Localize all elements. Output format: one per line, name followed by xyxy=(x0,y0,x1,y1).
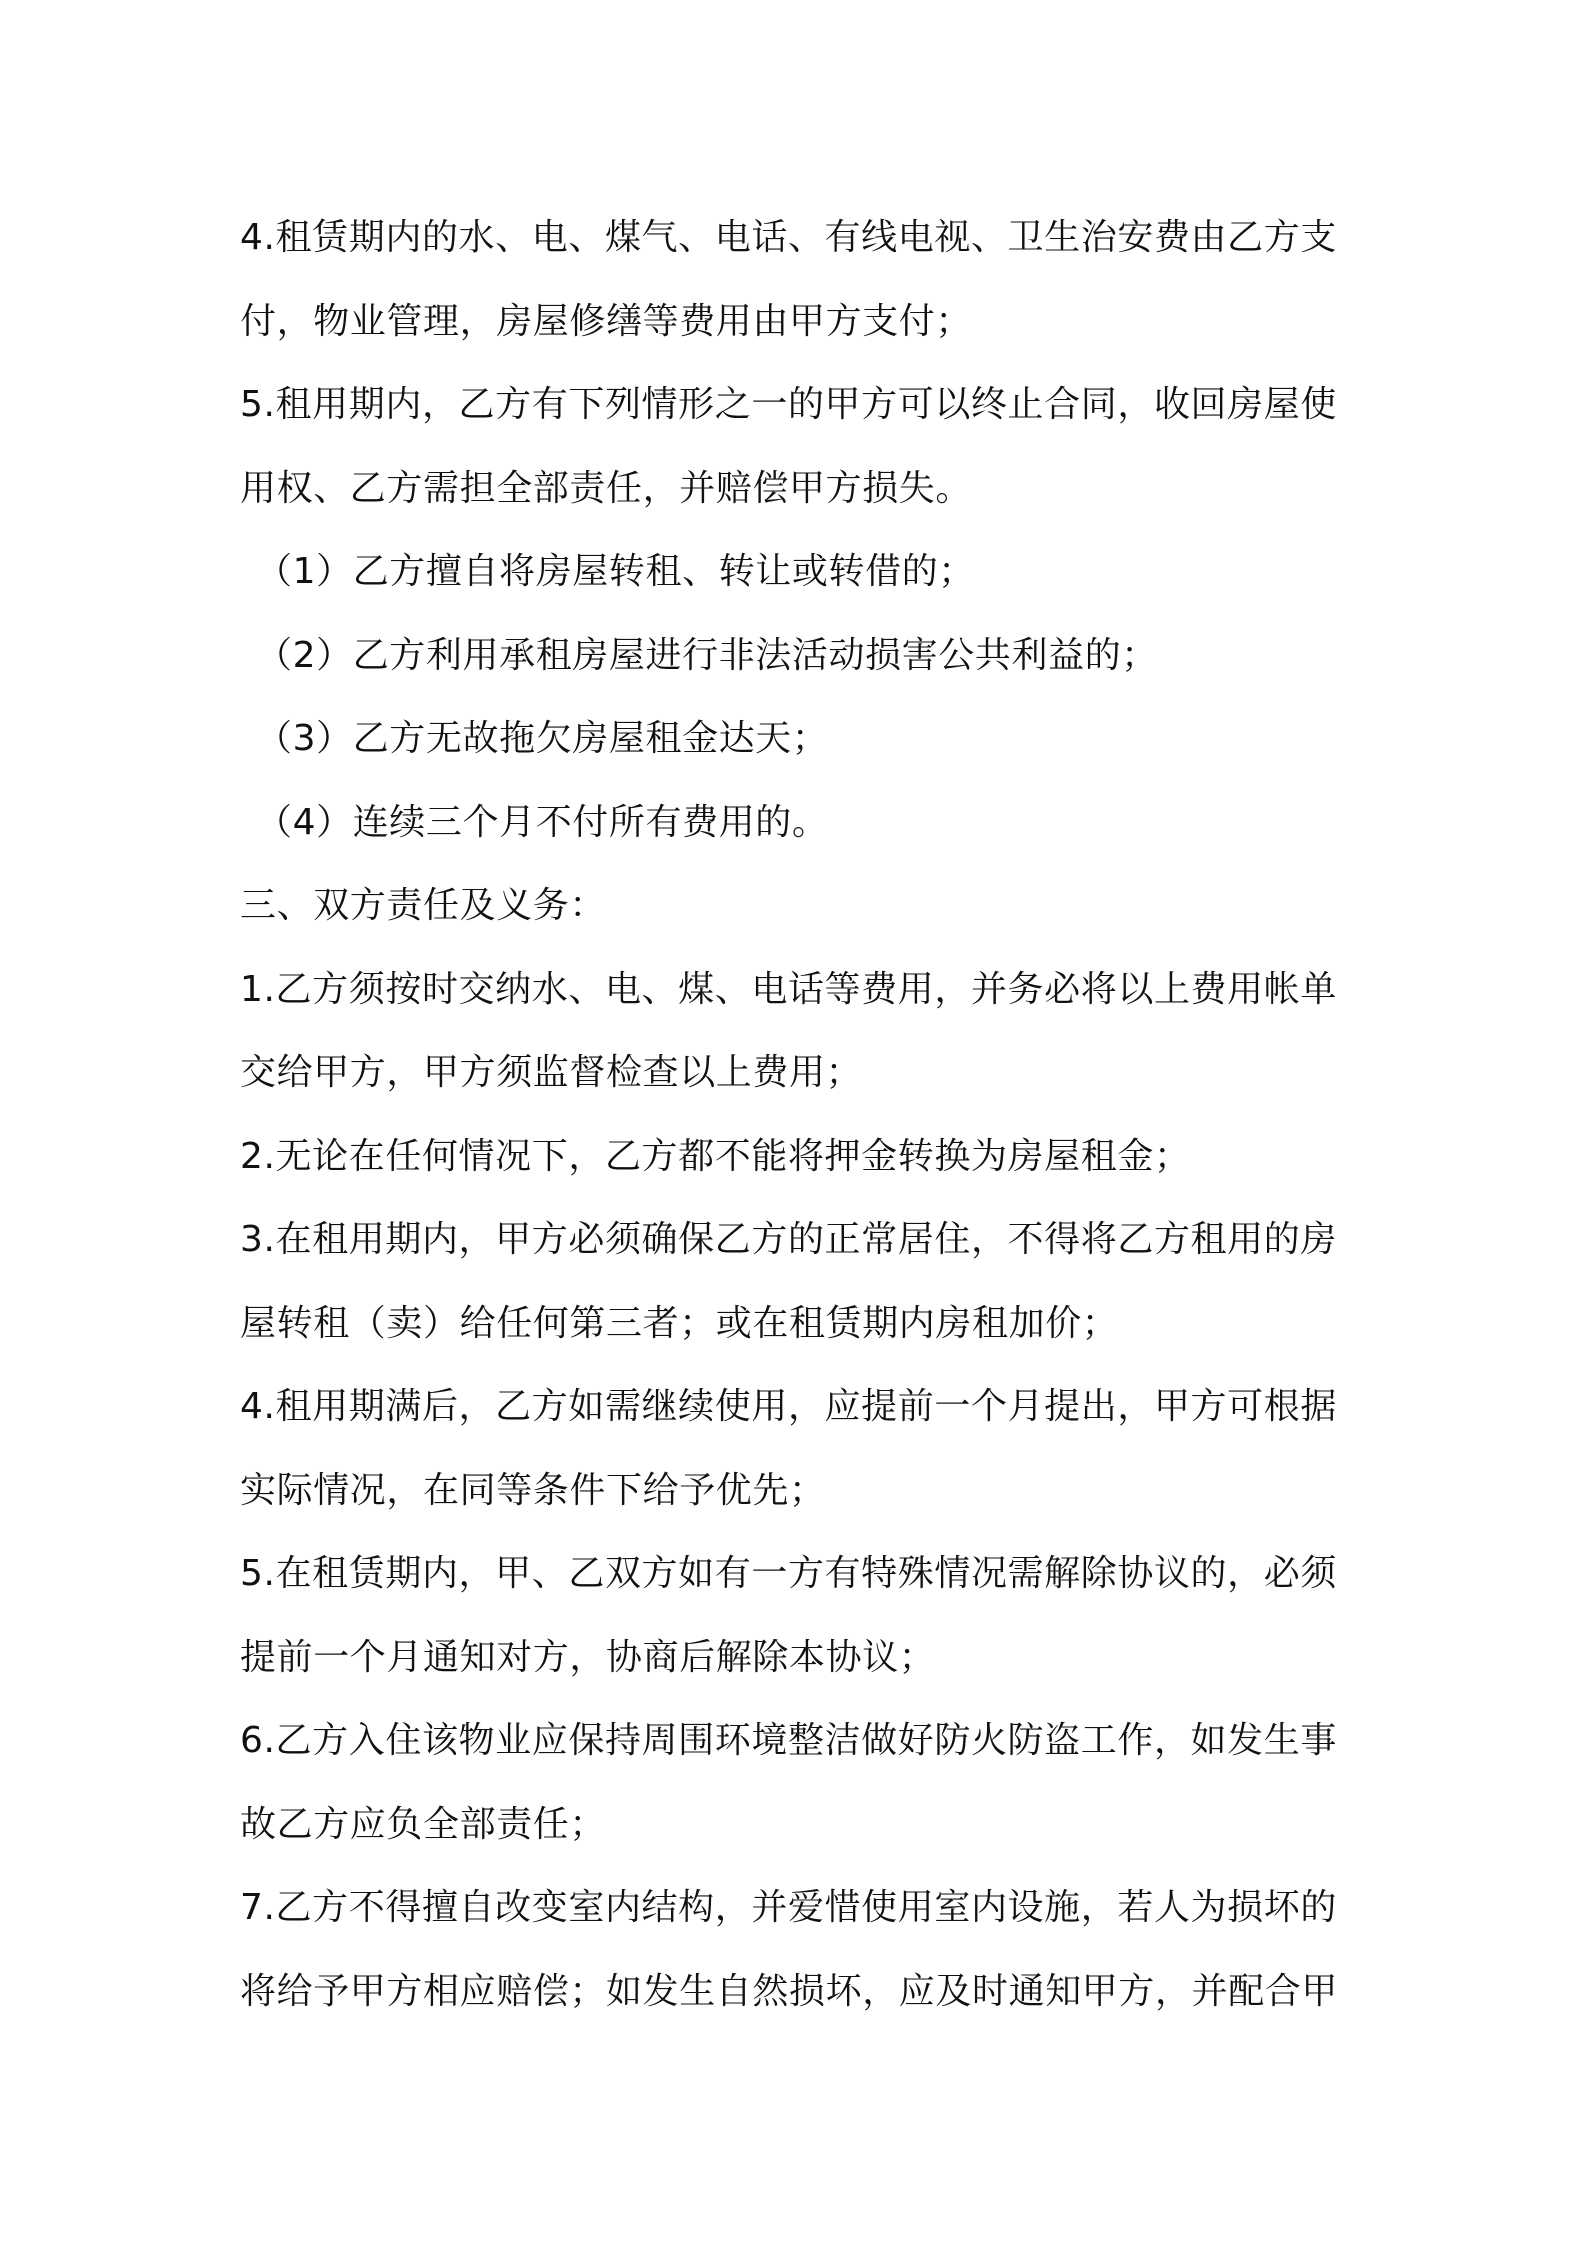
section-heading: 三、双方责任及义务： xyxy=(240,885,607,926)
paragraph-line: 7.乙方不得擅自改变室内结构，并爱惜使用室内设施，若人为损坏的 xyxy=(240,1887,1337,1928)
paragraph-line: 提前一个月通知对方，协商后解除本协议； xyxy=(240,1636,936,1678)
paragraph-line: 故乙方应负全部责任； xyxy=(240,1803,607,1845)
paragraph-line: 用权、乙方需担全部责任，并赔偿甲方损失。 xyxy=(240,467,973,509)
document-body xyxy=(240,196,1360,2033)
paragraph-line: 4.租赁期内的水、电、煤气、电话、有线电视、卫生治安费由乙方支 xyxy=(240,217,1337,258)
paragraph-line: 付，物业管理，房屋修缮等费用由甲方支付； xyxy=(240,300,973,342)
list-item: （1）乙方擅自将房屋转租、转让或转借的； xyxy=(256,551,975,592)
paragraph-line: 将给予甲方相应赔偿；如发生自然损坏，应及时通知甲方，并配合甲 xyxy=(240,1970,1339,2012)
paragraph-line: 实际情况，在同等条件下给予优先； xyxy=(240,1469,826,1511)
paragraph-line: 4.租用期满后，乙方如需继续使用，应提前一个月提出，甲方可根据 xyxy=(240,1386,1337,1427)
list-item: （3）乙方无故拖欠房屋租金达天； xyxy=(256,718,829,759)
paragraph-line: 交给甲方，甲方须监督检查以上费用； xyxy=(240,1052,863,1093)
list-item: （2）乙方利用承租房屋进行非法活动损害公共利益的； xyxy=(256,634,1158,676)
paragraph-line: 6.乙方入住该物业应保持周围环境整洁做好防火防盗工作，如发生事 xyxy=(240,1720,1337,1761)
paragraph-line: 2.无论在任何情况下，乙方都不能将押金转换为房屋租金； xyxy=(240,1135,1191,1177)
paragraph-line: 5.在租赁期内，甲、乙双方如有一方有特殊情况需解除协议的，必须 xyxy=(240,1553,1337,1594)
paragraph-line: 屋转租（卖）给任何第三者；或在租赁期内房租加价； xyxy=(240,1302,1119,1344)
list-item: （4）连续三个月不付所有费用的。 xyxy=(256,801,829,843)
paragraph-line: 3.在租用期内，甲方必须确保乙方的正常居住，不得将乙方租用的房 xyxy=(240,1219,1337,1260)
paragraph-line: 5.租用期内，乙方有下列情形之一的甲方可以终止合同，收回房屋使 xyxy=(240,384,1337,425)
paragraph-line: 1.乙方须按时交纳水、电、煤、电话等费用，并务必将以上费用帐单 xyxy=(240,968,1337,1010)
